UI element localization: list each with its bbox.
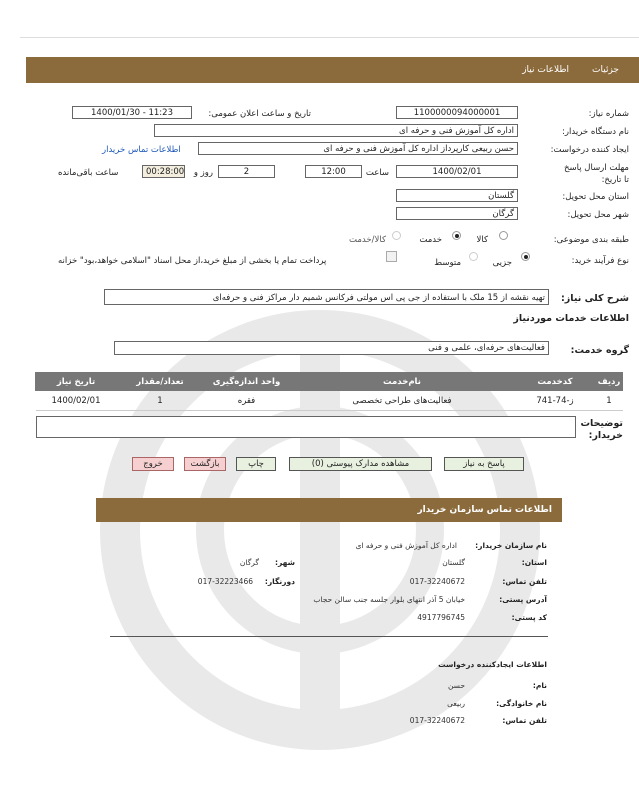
col-need-date: تاریخ نیاز xyxy=(36,373,117,391)
services-table xyxy=(35,372,623,411)
contact-province-label: استان: xyxy=(521,558,547,567)
days-label: روز و xyxy=(193,168,213,178)
deadline-date-field: 1400/02/01 xyxy=(396,165,518,178)
cell-service-name: فعالیت‌های طراحی تخصصی xyxy=(290,391,515,411)
contact-city-label: شهر: xyxy=(275,558,295,567)
contact-title-bar xyxy=(96,498,562,522)
tab-need-info[interactable]: اطلاعات نیاز xyxy=(522,65,569,75)
contact-province-value: گلستان xyxy=(442,558,465,567)
cell-row: 1 xyxy=(596,391,623,411)
contact-org-label: نام سازمان خریدار: xyxy=(475,541,547,550)
print-button[interactable]: چاپ xyxy=(236,457,276,471)
cell-quantity: 1 xyxy=(117,391,204,411)
contact-city-value: گرگان xyxy=(239,558,259,567)
city-label: شهر محل تحویل: xyxy=(567,210,629,220)
creator-field: حسن ربیعی کارپرداز اداره کل آموزش فنی و حرفه ای xyxy=(198,142,518,155)
tab-details[interactable]: جزئیات xyxy=(592,65,619,75)
payment-note: پرداخت تمام یا بخشی از مبلغ خرید،از محل اسناد "اسلامی خواهد،بود" خزانه xyxy=(58,256,327,266)
contact-phone-label: تلفن تماس: xyxy=(502,577,547,586)
col-service-code: کدخدمت xyxy=(515,373,596,391)
buyer-org-label: نام دستگاه خریدار: xyxy=(562,127,629,137)
buyer-notes-field xyxy=(36,416,576,438)
service-group-field: فعالیت‌های حرفه‌ای، علمی و فنی xyxy=(114,341,549,355)
col-quantity: تعداد/مقدار xyxy=(117,373,204,391)
contact-address-label: آدرس پستی: xyxy=(499,595,547,604)
col-unit: واحد اندازه‌گیری xyxy=(204,373,290,391)
category-service-label: خدمت xyxy=(419,235,442,245)
category-label: طبقه بندی موضوعی: xyxy=(553,235,629,245)
reply-button[interactable]: پاسخ به نیاز xyxy=(444,457,524,471)
category-service-radio[interactable] xyxy=(452,231,461,240)
description-label: شرح کلی نیاز: xyxy=(560,293,629,304)
category-goods-label: کالا xyxy=(476,235,488,245)
payment-checkbox[interactable] xyxy=(386,251,397,262)
days-field: 2 xyxy=(218,165,275,178)
contact-address-value: خیابان 5 آذر انتهای بلوار جلسه جنب سالن حجاب xyxy=(313,595,465,604)
contact-postal-label: کد پستی: xyxy=(511,613,547,622)
announce-field: 1400/01/30 - 11:23 xyxy=(72,106,192,119)
process-minor-radio[interactable] xyxy=(521,252,530,261)
contact-fax-label: دورنگار: xyxy=(264,577,295,586)
creator-name-value: حسن xyxy=(447,681,465,690)
remaining-time-field: 00:28:00 xyxy=(142,165,185,178)
col-service-name: نام‌خدمت xyxy=(290,373,515,391)
contact-postal-value: 4917796745 xyxy=(417,613,465,622)
category-both-label: کالا/خدمت xyxy=(349,235,386,245)
attachments-button[interactable]: مشاهده مدارک پیوستی (0) xyxy=(289,457,432,471)
deadline-time-field: 12:00 xyxy=(305,165,362,178)
creator-phone-value: 017-32240672 xyxy=(409,716,465,725)
province-field: گلستان xyxy=(396,189,518,202)
creator-family-value: ربیعی xyxy=(447,699,465,708)
creator-label: ایجاد کننده درخواست: xyxy=(550,145,629,155)
deadline-label: مهلت ارسال پاسخ تا تاریخ: xyxy=(564,163,629,185)
announce-label: تاریخ و ساعت اعلان عمومی: xyxy=(208,109,311,119)
contact-title: اطلاعات تماس سازمان خریدار xyxy=(417,505,552,515)
service-group-label: گروه خدمت: xyxy=(570,345,629,356)
buyer-notes-label: توضیحات خریدار: xyxy=(580,418,623,441)
top-divider xyxy=(20,37,639,38)
exit-button[interactable]: خروج xyxy=(132,457,174,471)
city-field: گرگان xyxy=(396,207,518,220)
table-header-row xyxy=(36,373,623,391)
category-goods-radio[interactable] xyxy=(499,231,508,240)
table-row xyxy=(36,391,623,411)
process-label: نوع فرآیند خرید: xyxy=(571,256,629,266)
cell-service-code: ز-74-741 xyxy=(515,391,596,411)
process-medium-radio[interactable] xyxy=(469,252,478,261)
remaining-label: ساعت باقی‌مانده xyxy=(58,168,119,178)
contact-fax-value: 017-32223466 xyxy=(197,577,253,586)
creator-family-label: نام خانوادگی: xyxy=(496,699,547,708)
cell-need-date: 1400/02/01 xyxy=(36,391,117,411)
header-bar xyxy=(26,57,639,83)
creator-phone-label: تلفن تماس: xyxy=(502,716,547,725)
process-minor-label: جزیی xyxy=(492,258,512,268)
process-medium-label: متوسط xyxy=(434,258,461,268)
col-row: ردیف xyxy=(596,373,623,391)
contact-divider xyxy=(110,636,548,637)
deadline-time-label: ساعت xyxy=(365,168,389,178)
need-number-field: 1100000094000001 xyxy=(396,106,518,119)
need-number-label: شماره نیاز: xyxy=(588,109,629,119)
category-both-radio[interactable] xyxy=(392,231,401,240)
contact-phone-value: 017-32240672 xyxy=(409,577,465,586)
cell-unit: فقره xyxy=(204,391,290,411)
province-label: استان محل تحویل: xyxy=(562,192,629,202)
services-title: اطلاعات خدمات موردنیاز xyxy=(513,313,629,324)
back-button[interactable]: بازگشت xyxy=(184,457,226,471)
buyer-contact-link[interactable]: اطلاعات تماس خریدار xyxy=(102,145,181,155)
contact-org-value: اداره کل آموزش فنی و حرفه ای xyxy=(355,541,457,550)
buyer-org-field: اداره کل آموزش فنی و حرفه ای xyxy=(154,124,518,137)
description-field: تهیه نقشه از 15 ملک با استفاده از جی پی اس مولتی فرکانس شمیم دار مراکز فنی و حرفه‌ای xyxy=(104,289,549,305)
creator-name-label: نام: xyxy=(532,681,547,690)
creator-info-title: اطلاعات ایجادکننده درخواست xyxy=(438,660,547,669)
